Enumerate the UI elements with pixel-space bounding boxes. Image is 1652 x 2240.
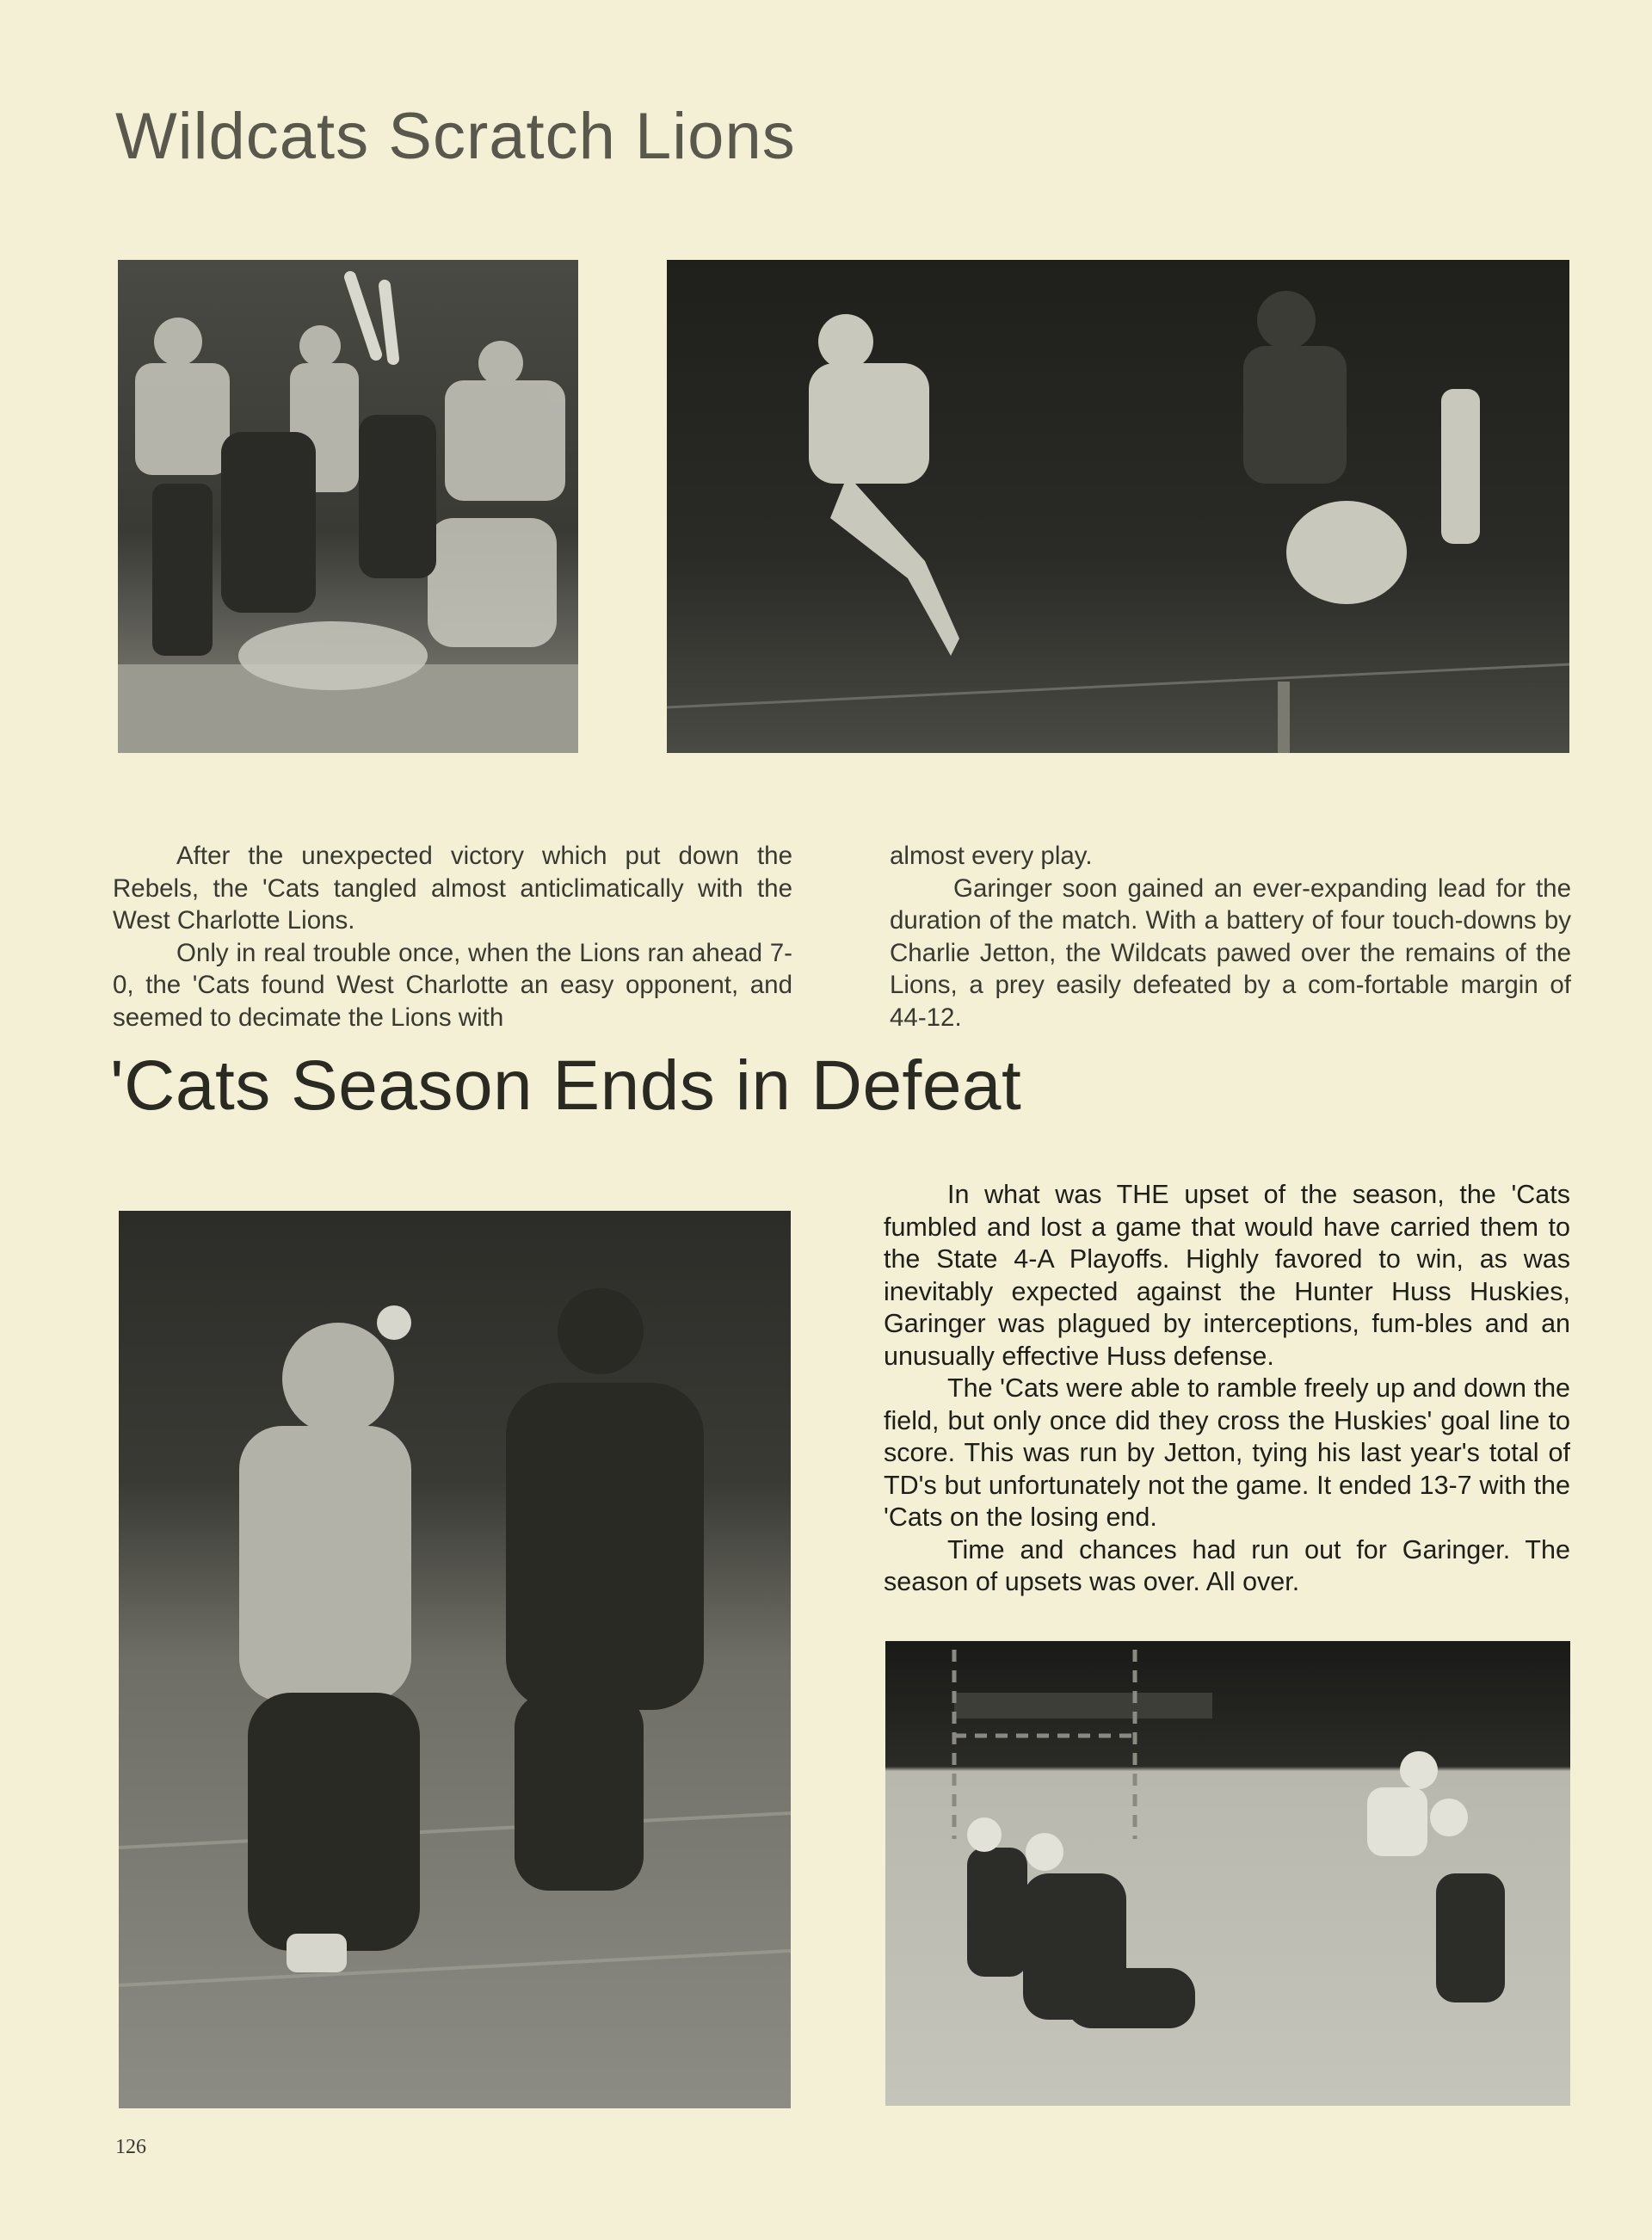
- paragraph: Only in real trouble once, when the Lions ran ahead 7-0, the 'Cats found West Charlotte an easy opponent, and seemed to decimate the Lions with: [113, 938, 792, 1032]
- article2-column: [884, 1179, 1570, 1599]
- article1-column-right: [890, 840, 1571, 1034]
- headline-wildcats-scratch-lions: Wildcats Scratch Lions: [115, 100, 796, 173]
- photo-runner-12: [119, 1211, 791, 2108]
- photo-receiver-81: [667, 260, 1569, 753]
- page-number: 126: [115, 2136, 146, 2158]
- article1-column-left: [113, 840, 792, 1034]
- paragraph: In what was THE upset of the season, the 'Cats fumbled and lost a game that would have carried them to the State 4-A Playoffs. Highly favored to win, as was inevitably expected against the Hunter Huss Huskies, Garinger was plagued by interceptions, fum-bles and an unusually effective Huss defense.: [884, 1180, 1570, 1371]
- paragraph: After the unexpected victory which put down the Rebels, the 'Cats tangled almost anticlimatically with the West Charlotte Lions.: [113, 842, 792, 935]
- paragraph: almost every play.: [890, 842, 1093, 870]
- paragraph: The 'Cats were able to ramble freely up and down the field, but only once did they cross the Huskies' goal line to score. This was run by Jetton, tying his last year's total of TD's but unfortunately not the game. It ended 13-7 with the 'Cats on the losing end.: [884, 1373, 1570, 1532]
- photo-tackle-night-game: [885, 1641, 1570, 2106]
- photo-football-pileup: [118, 260, 578, 753]
- headline-cats-season-ends: 'Cats Season Ends in Defeat: [110, 1046, 1022, 1125]
- paragraph: Time and chances had run out for Garinger. The season of upsets was over. All over.: [884, 1534, 1570, 1596]
- paragraph: Garinger soon gained an ever-expanding lead for the duration of the match. With a battery of four touch-downs by Charlie Jetton, the Wildcats pawed over the remains of the Lions, a prey easily defeated by a com-fortable margin of 44-12.: [890, 873, 1571, 1032]
